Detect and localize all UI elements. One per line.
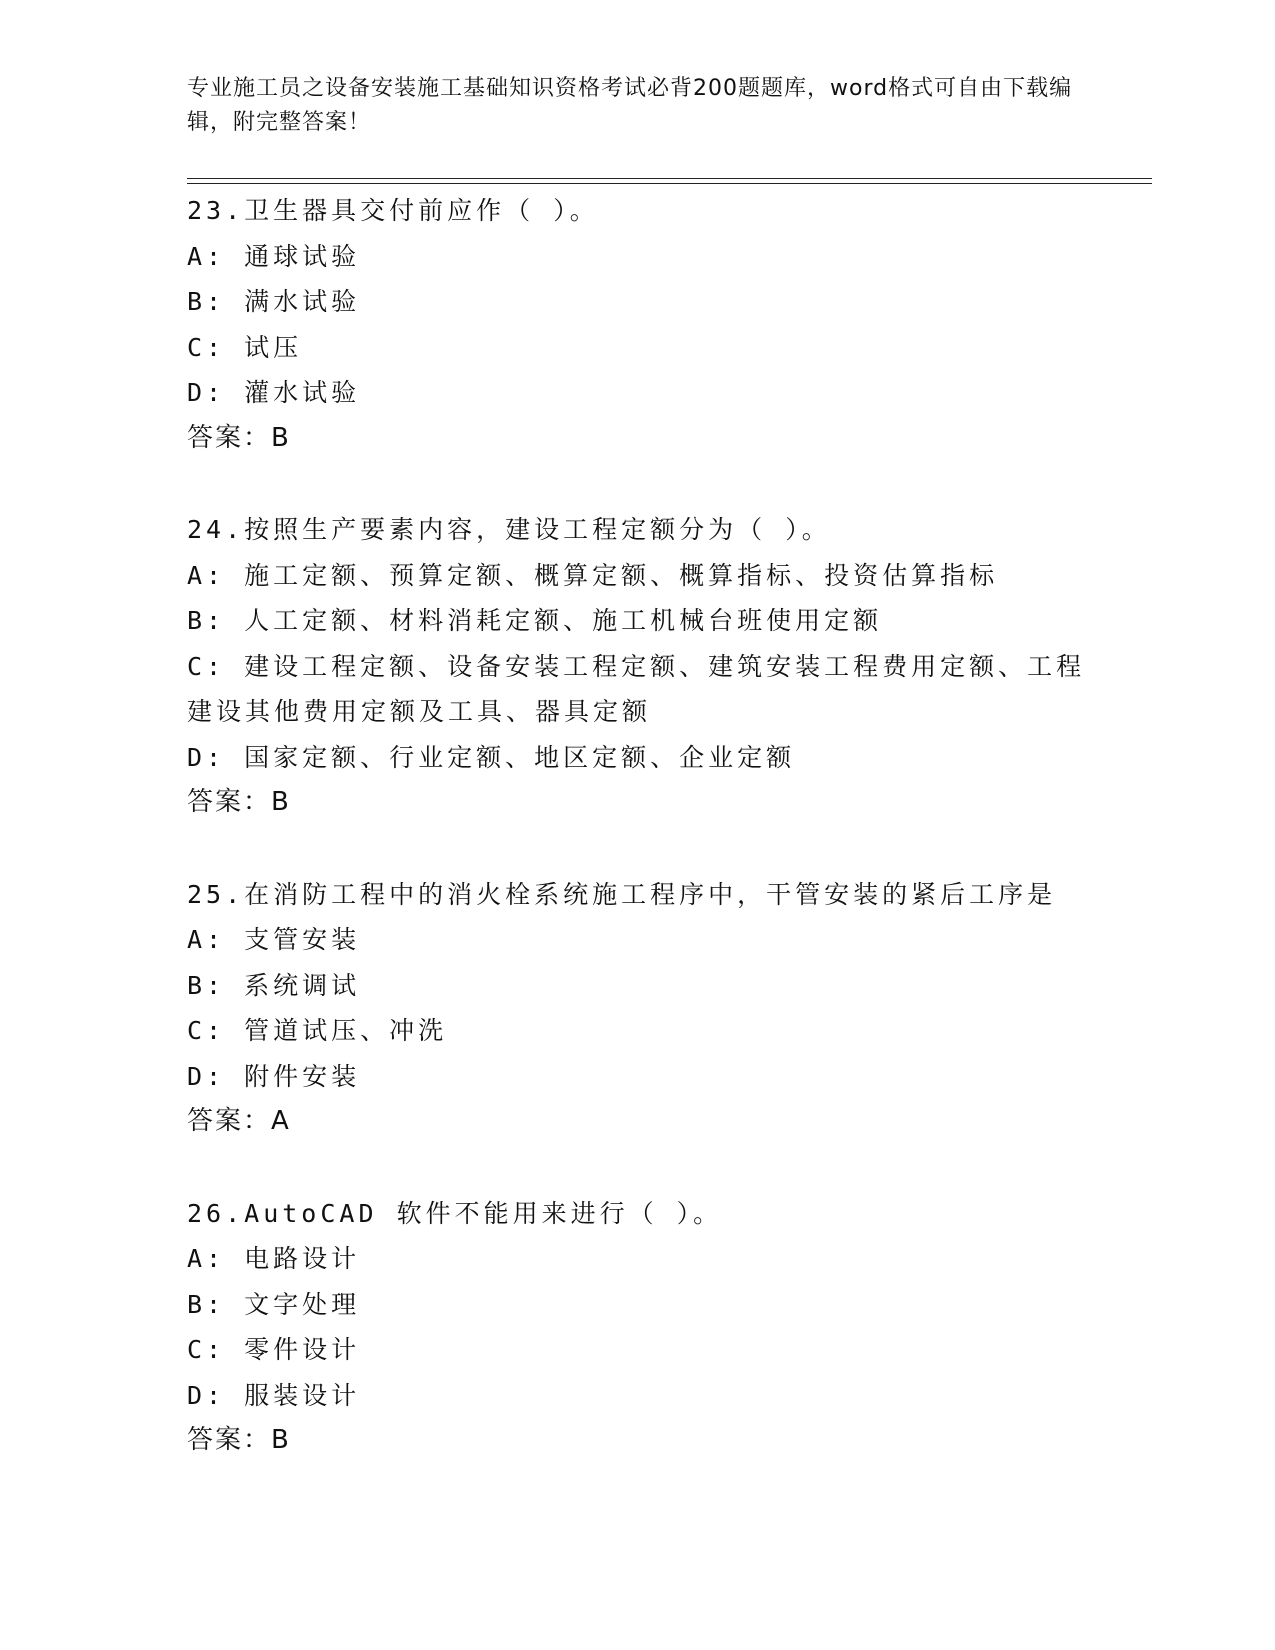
option-c: C: 建设工程定额、设备安装工程定额、建筑安装工程费用定额、工程建设其他费用定额及工具、器具定额 xyxy=(187,651,1086,726)
option-c: C: 管道试压、冲洗 xyxy=(187,1016,448,1045)
option-a: A: 通球试验 xyxy=(187,241,361,271)
question-stem: 24.按照生产要素内容，建设工程定额分为（ ）。 xyxy=(187,515,831,544)
option-b: B: 系统调试 xyxy=(187,970,361,1000)
header-divider-top xyxy=(187,178,1152,179)
option-a: A: 施工定额、预算定额、概算定额、概算指标、投资估算指标 xyxy=(187,560,999,590)
option-d: D: 国家定额、行业定额、地区定额、企业定额 xyxy=(187,742,796,772)
question-23 xyxy=(187,188,1117,461)
option-b: B: 文字处理 xyxy=(187,1289,361,1319)
option-d: D: 附件安装 xyxy=(187,1061,361,1091)
answer-label: 答案：B xyxy=(187,1425,291,1455)
option-b: B: 满水试验 xyxy=(187,287,361,316)
option-b: B: 人工定额、材料消耗定额、施工机械台班使用定额 xyxy=(187,606,883,635)
answer-label: 答案：A xyxy=(187,1106,291,1136)
question-25 xyxy=(187,872,1117,1145)
answer-label: 答案：B xyxy=(187,422,291,453)
question-24 xyxy=(187,507,1117,826)
option-a: A: 支管安装 xyxy=(187,925,361,954)
option-d: D: 服装设计 xyxy=(187,1380,361,1410)
question-26 xyxy=(187,1191,1117,1464)
option-d: D: 灌水试验 xyxy=(187,378,361,407)
question-list xyxy=(187,188,1117,1510)
option-c: C: 试压 xyxy=(187,332,303,362)
question-stem: 26.AutoCAD 软件不能用来进行（ ）。 xyxy=(187,1198,723,1228)
question-stem: 23.卫生器具交付前应作（ ）。 xyxy=(187,196,599,225)
option-a: A: 电路设计 xyxy=(187,1244,361,1273)
option-c: C: 零件设计 xyxy=(187,1335,361,1364)
answer-label: 答案：B xyxy=(187,787,291,817)
question-stem: 25.在消防工程中的消火栓系统施工程序中，干管安装的紧后工序是 xyxy=(187,879,1057,909)
document-header: 专业施工员之设备安装施工基础知识资格考试必背200题题库，word格式可自由下载编辑，附完整答案！ xyxy=(187,76,1073,135)
header-divider-bottom xyxy=(187,183,1152,184)
